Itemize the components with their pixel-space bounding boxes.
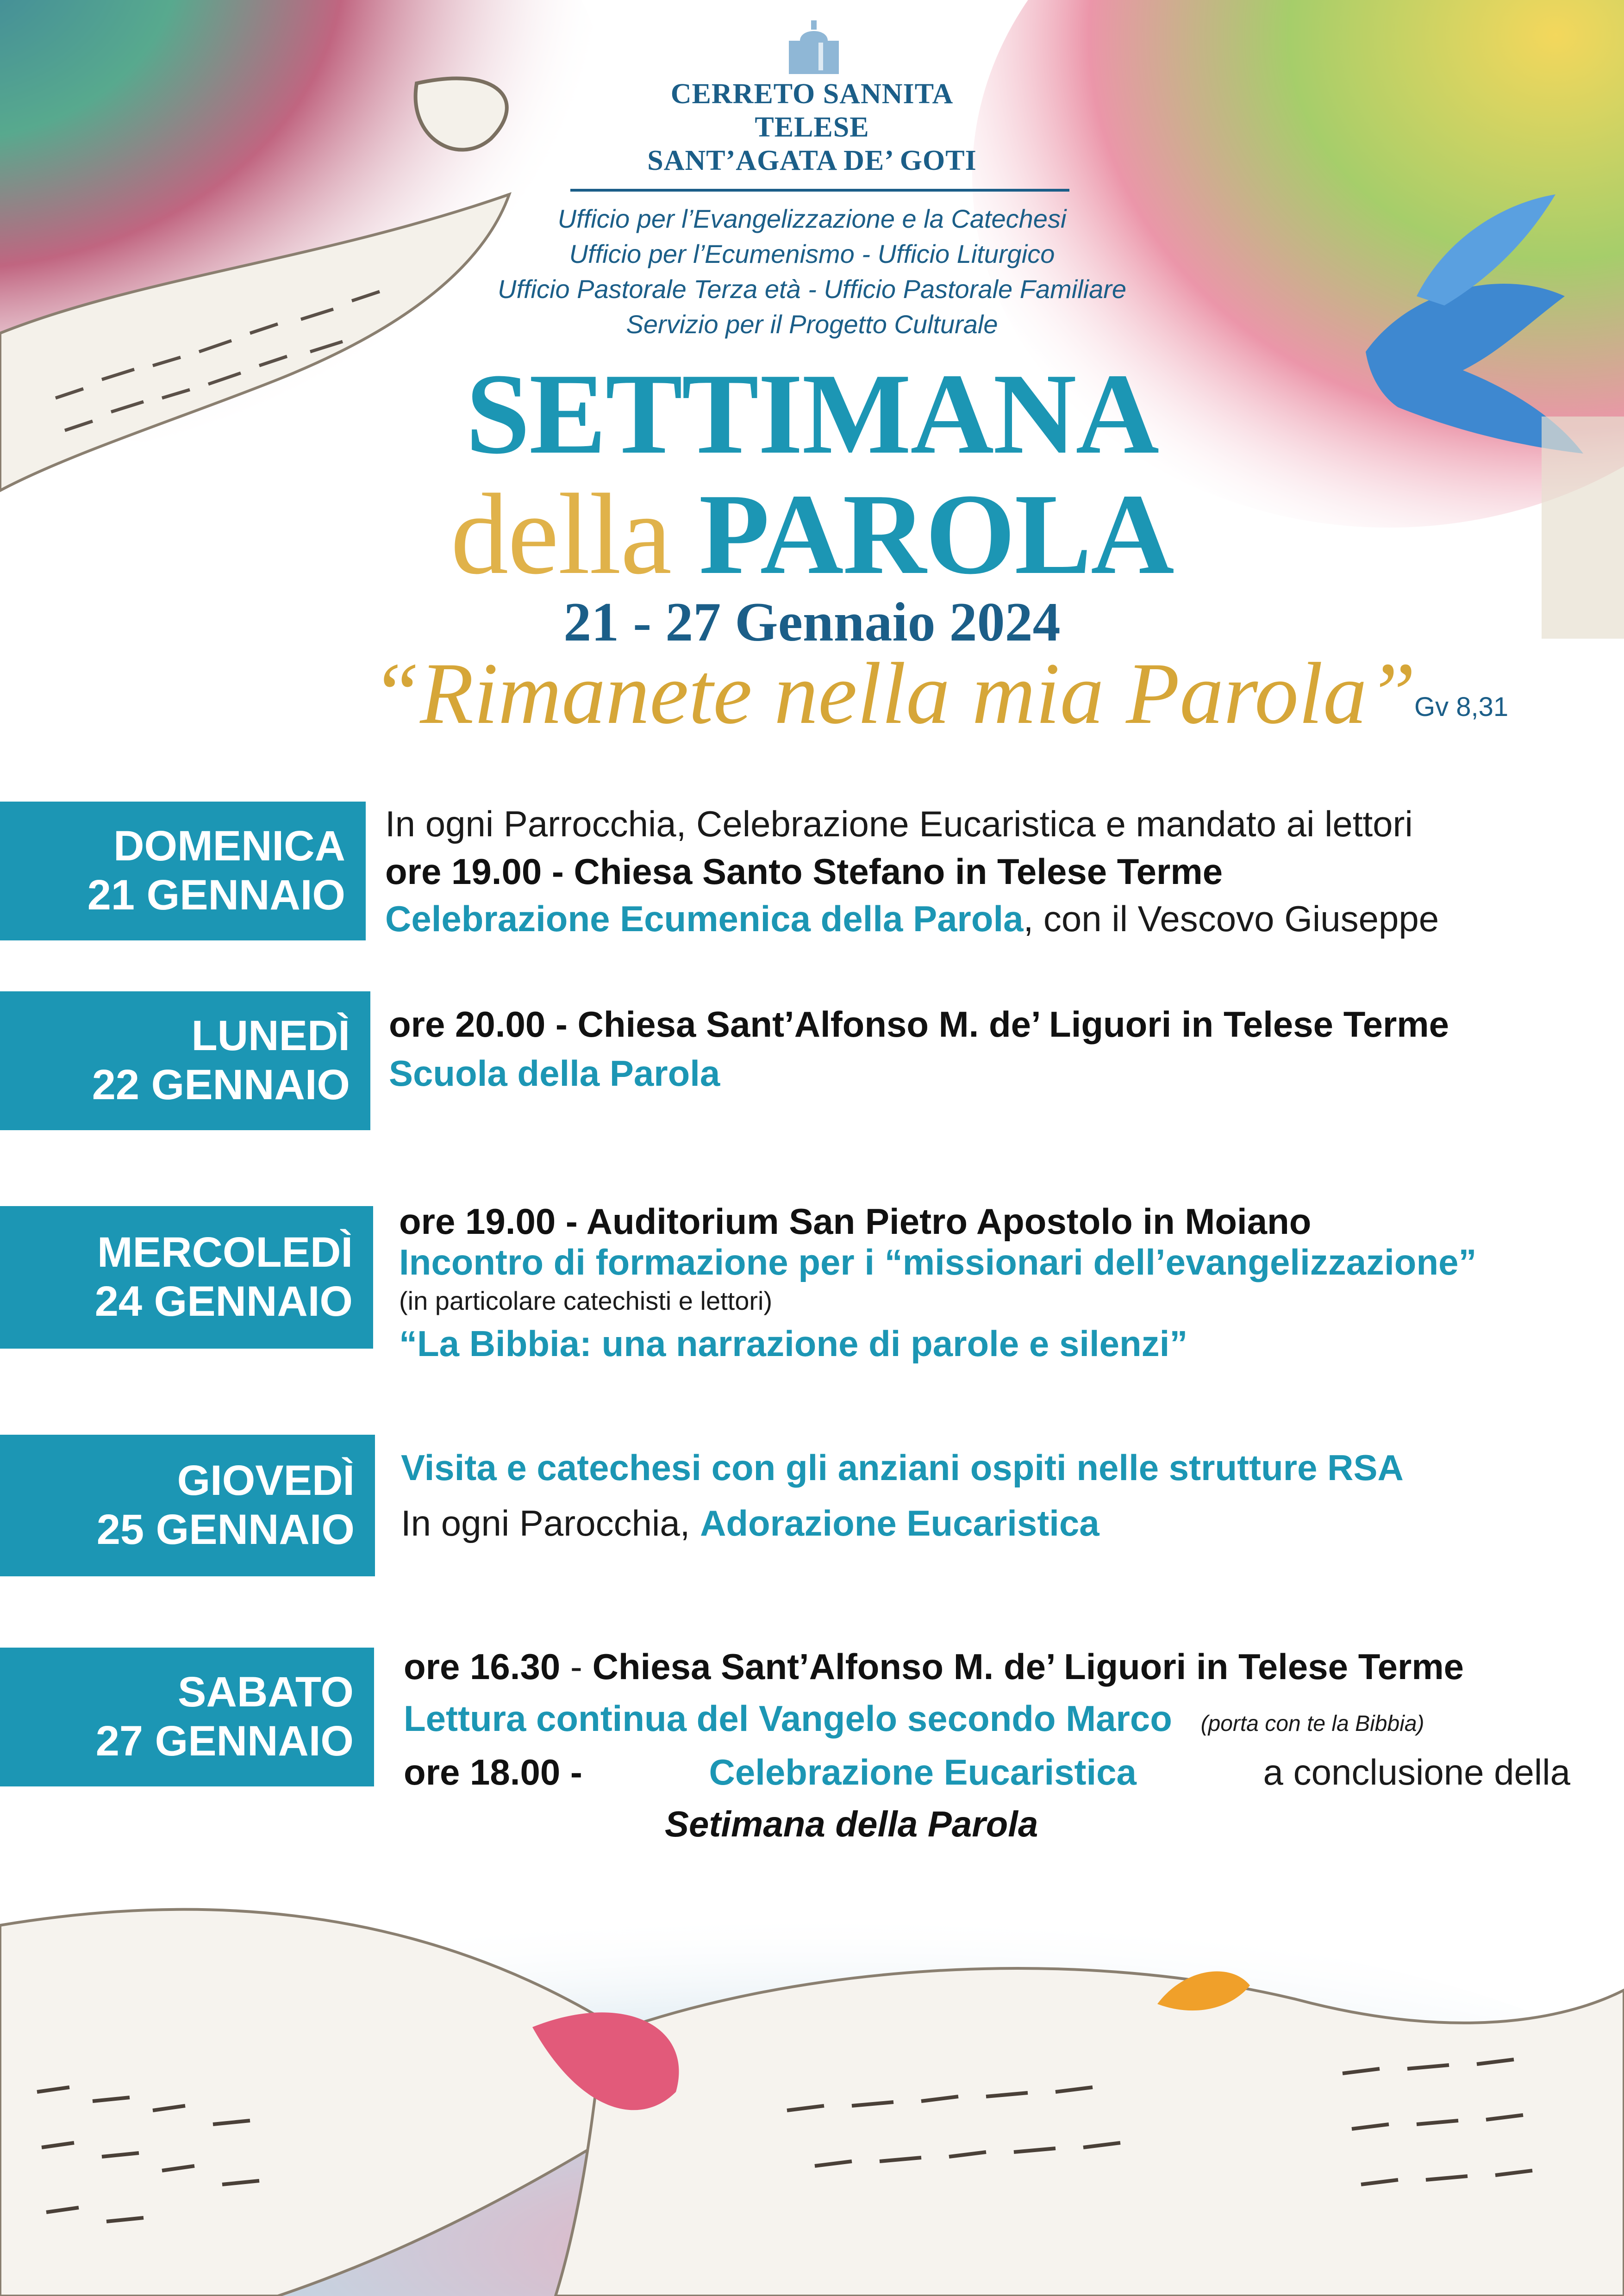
day-label-giovedi xyxy=(0,1435,375,1576)
event-line: Incontro di formazione per i “missionari dell’evangelizzazione” xyxy=(399,1242,1477,1282)
event-line: ore 19.00 - Chiesa Santo Stefano in Telese Terme xyxy=(385,851,1223,892)
day-label-sabato xyxy=(0,1648,374,1786)
event-highlight: Celebrazione Ecumenica della Parola xyxy=(385,898,1024,939)
title-della-parola xyxy=(0,470,1624,598)
event-separator: - xyxy=(560,1646,593,1687)
event-highlight: Adorazione Eucaristica xyxy=(700,1503,1099,1543)
event-note: (porta con te la Bibbia) xyxy=(1200,1711,1424,1736)
event-line: In ogni Parrocchia, Celebrazione Eucaristica e mandato ai lettori xyxy=(385,803,1413,844)
office-line-2: Ufficio per l’Ecumenismo - Ufficio Liturgico xyxy=(569,239,1055,268)
header-divider xyxy=(570,189,1069,192)
event-text: , con il Vescovo Giuseppe xyxy=(1023,898,1439,939)
title-della: della xyxy=(450,470,671,598)
diocese-name-line-2: TELESE xyxy=(755,112,869,143)
day-weekday: LUNEDÌ xyxy=(191,1012,350,1060)
office-line-1: Ufficio per l’Evangelizzazione e la Catechesi xyxy=(557,204,1067,233)
office-line-3: Ufficio Pastorale Terza età - Ufficio Pastorale Familiare xyxy=(498,274,1126,304)
event-line: Setimana della Parola xyxy=(665,1804,1038,1844)
day-date: 27 GENNAIO xyxy=(95,1717,354,1765)
day-weekday: MERCOLEDÌ xyxy=(97,1229,353,1276)
event-line: Scuola della Parola xyxy=(389,1053,720,1094)
event-line: ore 20.00 - Chiesa Sant’Alfonso M. de’ Liguori in Telese Terme xyxy=(389,1004,1449,1045)
bible-reference: Gv 8,31 xyxy=(1414,692,1509,722)
event-line: Visita e catechesi con gli anziani ospiti nelle strutture RSA xyxy=(401,1447,1404,1488)
event-highlight: Lettura continua del Vangelo secondo Marco xyxy=(404,1698,1172,1739)
day-date: 22 GENNAIO xyxy=(92,1061,350,1108)
event-line: “La Bibbia: una narrazione di parole e silenzi” xyxy=(399,1323,1188,1364)
day-date: 25 GENNAIO xyxy=(96,1506,355,1553)
event-venue: Chiesa Sant’Alfonso M. de’ Liguori in Telese Terme xyxy=(592,1646,1464,1687)
event-line xyxy=(404,1698,1424,1740)
day-weekday: DOMENICA xyxy=(113,822,345,870)
day-weekday: GIOVEDÌ xyxy=(177,1457,355,1505)
day-date: 21 GENNAIO xyxy=(87,871,345,919)
event-line xyxy=(401,1502,1099,1544)
event-dates: 21 - 27 Gennaio 2024 xyxy=(563,591,1061,653)
event-text: a conclusione della xyxy=(1263,1752,1570,1792)
event-highlight: Celebrazione Eucaristica xyxy=(709,1752,1137,1792)
event-line: ore 19.00 - Auditorium San Pietro Apostolo in Moiano xyxy=(399,1201,1312,1242)
day-label-mercoledi xyxy=(0,1206,373,1349)
diocese-name-line-3: SANT’AGATA DE’ GOTI xyxy=(647,145,977,176)
event-note: (in particolare catechisti e lettori) xyxy=(399,1286,773,1315)
day-weekday: SABATO xyxy=(178,1668,354,1716)
day-label-lunedi xyxy=(0,991,370,1130)
title-settimana: SETTIMANA xyxy=(465,350,1159,478)
motto: “Rimanete nella mia Parola” xyxy=(371,645,1416,742)
cathedral-logo-icon xyxy=(786,19,842,74)
day-label-domenica xyxy=(0,802,366,940)
event-line xyxy=(404,1751,1570,1793)
title-parola: PAROLA xyxy=(699,470,1174,598)
event-line xyxy=(385,898,1439,940)
day-date: 24 GENNAIO xyxy=(94,1278,353,1325)
event-time: ore 18.00 - xyxy=(404,1752,582,1792)
event-line xyxy=(404,1646,1464,1688)
diocese-name-line-1: CERRETO SANNITA xyxy=(670,78,954,110)
event-time: ore 16.30 xyxy=(404,1646,561,1687)
office-line-4: Servizio per il Progetto Culturale xyxy=(626,310,998,339)
event-text: In ogni Parocchia, xyxy=(401,1503,700,1543)
